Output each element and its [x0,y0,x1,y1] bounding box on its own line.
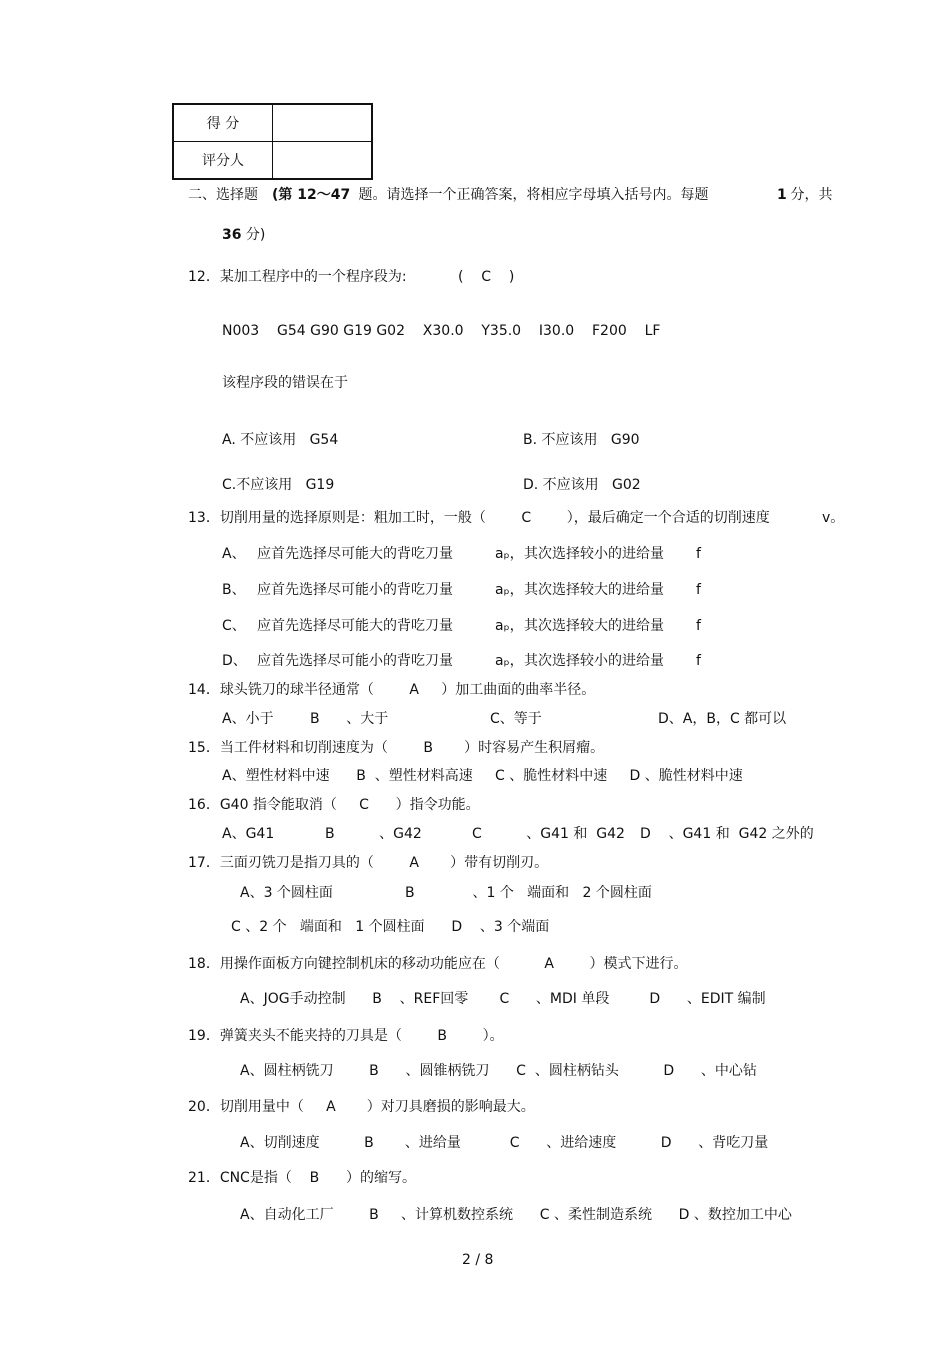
grader-label: 评分人 [173,142,273,180]
q20-options: A、切削速度 B 、进给量 C 、进给速度 D 、背吃刀量 [240,1135,769,1151]
q13-option-c-ap: aₚ， [495,618,524,634]
section-points-per: 1 [777,187,787,203]
q13-v: v。 [822,510,845,526]
q14-stem: 14．球头铣刀的球半径通常（ A ）加工曲面的曲率半径。 [188,682,596,698]
q12-option-d: D. 不应该用 G02 [523,477,641,493]
q13-option-d-ap: aₚ， [495,653,524,669]
page-number: 2 / 8 [462,1252,494,1268]
q13-option-a-rest: 其次选择较小的进给量 [524,546,664,562]
q12-option-c: C.不应该用 G19 [222,477,335,493]
section-total: 36 分) [222,227,266,243]
q16-option-a: A、G41 [222,826,275,842]
q13-option-b-ap: aₚ， [495,582,524,598]
q13-option-b-f: f [696,582,701,598]
q19-stem: 19．弹簧夹头不能夹持的刀具是（ B ）。 [188,1028,504,1044]
q15-options: A、塑性材料中速 B 、塑性材料高速 C 、脆性材料中速 D 、脆性材料中速 [222,768,743,784]
score-value-cell [273,104,373,142]
q21-options: A、自动化工厂 B 、计算机数控系统 C 、柔性制造系统 D 、数控加工中心 [240,1207,792,1223]
q18-stem: 18．用操作面板方向键控制机床的移动功能应在（ A ）模式下进行。 [188,956,688,972]
q12-option-a: A. 不应该用 G54 [222,432,339,448]
section-desc-open: (第 12～47 [272,187,351,203]
q16-option-b: B 、G42 [325,826,422,842]
q13-option-a-ap: aₚ， [495,546,524,562]
q13-option-a-letter: A、 [222,546,246,562]
q15-stem: 15．当工件材料和切削速度为（ B ）时容易产生积屑瘤。 [188,740,605,756]
q13-option-b-rest: 其次选择较大的进给量 [524,582,664,598]
q13-option-d-f: f [696,653,701,669]
q12-sub: 该程序段的错误在于 [222,375,348,391]
q13-option-b-text: 应首先选择尽可能小的背吃刀量 [257,582,453,598]
q13-option-a-text: 应首先选择尽可能大的背吃刀量 [257,546,453,562]
q16-option-c: C 、G41 和 G42 [472,826,625,842]
q20-stem: 20．切削用量中（ A ）对刀具磨损的影响最大。 [188,1099,535,1115]
section-points-text: 分，共 [786,187,833,203]
q12-code: N003 G54 G90 G19 G02 X30.0 Y35.0 I30.0 F200 LF [222,323,661,339]
q14-option-b: B 、大于 [310,711,389,727]
q12-stem: 12．某加工程序中的一个程序段为: [188,269,407,285]
q16-stem: 16．G40 指令能取消（ C ）指令功能。 [188,797,480,813]
q13-stem: 13．切削用量的选择原则是：粗加工时，一般（ C ），最后确定一个合适的切削速度 [188,510,770,526]
q14-option-d: D、A，B，C 都可以 [658,711,787,727]
q19-options: A、圆柱柄铣刀 B 、圆锥柄铣刀 C 、圆柱柄钻头 D 、中心钻 [240,1063,757,1079]
q12-option-b: B. 不应该用 G90 [523,432,640,448]
q13-option-a-f: f [696,546,701,562]
q13-option-c-text: 应首先选择尽可能大的背吃刀量 [257,618,453,634]
q14-option-c: C、等于 [490,711,542,727]
q13-option-d-rest: 其次选择较小的进给量 [524,653,664,669]
q17-options-cd: C 、2 个 端面和 1 个圆柱面 D 、3 个端面 [231,919,550,935]
q17-option-a: A、3 个圆柱面 [240,885,333,901]
q13-option-c-letter: C、 [222,618,246,634]
q13-option-c-f: f [696,618,701,634]
q13-option-c-rest: 其次选择较大的进给量 [524,618,664,634]
q13-option-d-text: 应首先选择尽可能小的背吃刀量 [257,653,453,669]
q13-option-b-letter: B、 [222,582,246,598]
grader-value-cell [273,142,373,180]
section-desc: 题。请选择一个正确答案，将相应字母填入括号内。每题 [354,187,709,203]
score-label: 得 分 [173,104,273,142]
q16-option-d: D 、G41 和 G42 之外的 [640,826,814,842]
q17-stem: 17．三面刃铣刀是指刀具的（ A ）带有切削刃。 [188,855,549,871]
q18-options: A、JOG手动控制 B 、REF回零 C 、MDI 单段 D 、EDIT 编制 [240,991,766,1007]
q14-option-a: A、小于 [222,711,274,727]
q21-stem: 21．CNC是指（ B ）的缩写。 [188,1170,416,1186]
section-title: 二、选择题 [188,187,258,203]
q12-answer: ( C ) [458,269,515,285]
q13-option-d-letter: D、 [222,653,247,669]
score-table [172,103,373,180]
q17-option-b: B 、1 个 端面和 2 个圆柱面 [405,885,652,901]
